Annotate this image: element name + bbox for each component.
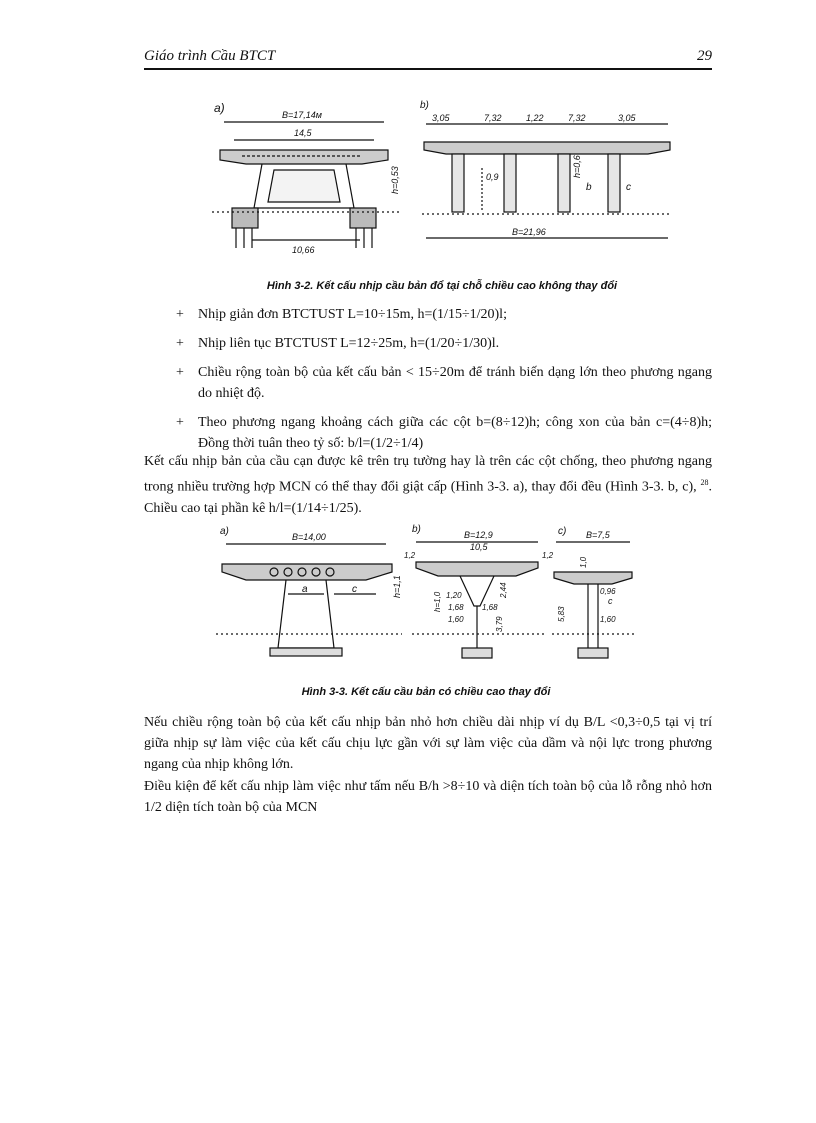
dim-a-h: h=0,53 — [390, 166, 400, 194]
figure-3-3-panel-c — [552, 526, 634, 658]
dim-b-s5: 3,05 — [618, 113, 636, 123]
panel-a-label: a) — [220, 526, 229, 537]
bullet-list — [176, 304, 712, 462]
dim-b-h: h=0,6 — [572, 155, 582, 178]
list-item: + Nhịp liên tục BTCTUST L=12÷25m, h=(1/20÷1/30)l. — [176, 336, 500, 351]
dim-c-d: 1,60 — [600, 615, 616, 624]
dim-b-inner: 10,5 — [470, 542, 488, 552]
figure-3-2-caption: Hình 3-2. Kết cấu nhịp cầu bản đổ tại chỗ chiều cao không thay đổi — [266, 280, 618, 292]
dim-b-d5: 2,44 — [499, 582, 508, 598]
figure-3-3-caption: Hình 3-3. Kết cấu cầu bản có chiều cao thay đổi — [301, 686, 551, 698]
dim-a-h: h=1,1 — [392, 575, 402, 598]
figure-3-2-drawing — [212, 98, 672, 270]
dim-b-d1: 1,20 — [446, 591, 462, 600]
dim-b-p: 0,9 — [486, 172, 499, 182]
dim-c-B: B=7,5 — [586, 530, 610, 540]
panel-b-label: b) — [420, 100, 429, 111]
page-number: 29 — [697, 48, 712, 64]
dim-b-right: 1,2 — [542, 551, 554, 560]
dim-a-B: B=17,14м — [282, 110, 322, 120]
dim-c-c: c — [608, 596, 613, 606]
dim-b-s4: 7,32 — [568, 113, 586, 123]
dim-b-b: b — [586, 182, 592, 193]
figure-3-3 — [216, 522, 636, 670]
list-item: + Chiều rộng toàn bộ của kết cấu bản < 15÷20m để tránh biến dạng lớn theo phương ngang do nhiệt độ. — [176, 365, 712, 401]
dim-c-c1: 0,96 — [600, 587, 616, 596]
dim-c-H: 5,83 — [557, 606, 566, 622]
dim-b-d4: 1,60 — [448, 615, 464, 624]
page-header — [144, 48, 712, 68]
dim-b-B: B=21,96 — [512, 227, 546, 237]
dim-c-h: 1,0 — [579, 556, 588, 568]
dim-b-c: c — [626, 182, 631, 193]
figure-3-3-panel-b — [404, 524, 554, 658]
dim-b-h: h=1,0 — [433, 591, 442, 612]
paragraph-2: Nếu chiều rộng toàn bộ của kết cấu nhịp bản nhỏ hơn chiều dài nhịp ví dụ B/L <0,3÷0,5 tại vị trí giữa nhịp sự làm việc của kết cấu chịu lực gần với sự làm việc của dầm và nội lực trong phương ngang của nhịp không lớn. — [144, 715, 712, 772]
footnote-ref: 28 — [700, 478, 709, 487]
dim-b-s2: 7,32 — [484, 113, 502, 123]
dim-a-B: B=14,00 — [292, 532, 326, 542]
dim-a-top: 14,5 — [294, 128, 312, 138]
dim-b-d3: 1,68 — [482, 603, 498, 612]
paragraph-3: Điều kiện để kết cấu nhịp làm việc như tấm nếu B/h >8÷10 và diện tích toàn bộ của lỗ rỗng nhỏ hơn 1/2 diện tích toàn bộ của MCN — [144, 779, 712, 815]
header-rule — [144, 68, 712, 70]
panel-c-label: c) — [558, 526, 567, 537]
paragraph-1: Kết cấu nhịp bản của cầu cạn được kê trên trụ tường hay là trên các cột chống, theo phương ngang trong nhiều trường hợp MCN có thể thay đổi giật cấp (Hình 3-3. a), thay đổi đều (Hình 3-3. b, c), $^{28}$. Chiều cao tại phần kê h/l=(1/14÷1/25). — [144, 454, 712, 516]
figure-3-2-panel-a — [212, 101, 402, 255]
dim-b-s1: 3,05 — [432, 113, 450, 123]
panel-b-label: b) — [412, 524, 421, 535]
dim-a-base: 10,66 — [292, 245, 315, 255]
panel-a-label: a) — [214, 101, 225, 115]
dim-b-d6: 3,79 — [495, 616, 504, 632]
figure-3-2-panel-b — [420, 100, 670, 238]
dim-a-a: a — [302, 584, 308, 595]
dim-b-B: B=12,9 — [464, 530, 493, 540]
dim-b-d2: 1,68 — [448, 603, 464, 612]
dim-a-c: c — [352, 584, 357, 595]
book-title: Giáo trình Cầu BTCT — [144, 48, 276, 64]
list-item: + Theo phương ngang khoảng cách giữa các cột b=(8÷12)h; công xon của bản c=(4÷8)h; Đồng thời tuân theo tỷ số: b/l=(1/2÷1/4) — [176, 415, 712, 451]
figure-3-3-panel-a — [216, 526, 402, 656]
figure-3-2 — [212, 98, 672, 270]
dim-b-s3: 1,22 — [526, 113, 544, 123]
dim-b-left: 1,2 — [404, 551, 416, 560]
list-item: + Nhịp giản đơn BTCTUST L=10÷15m, h=(1/15÷1/20)l; — [176, 307, 507, 322]
figure-3-3-drawing — [216, 522, 636, 670]
